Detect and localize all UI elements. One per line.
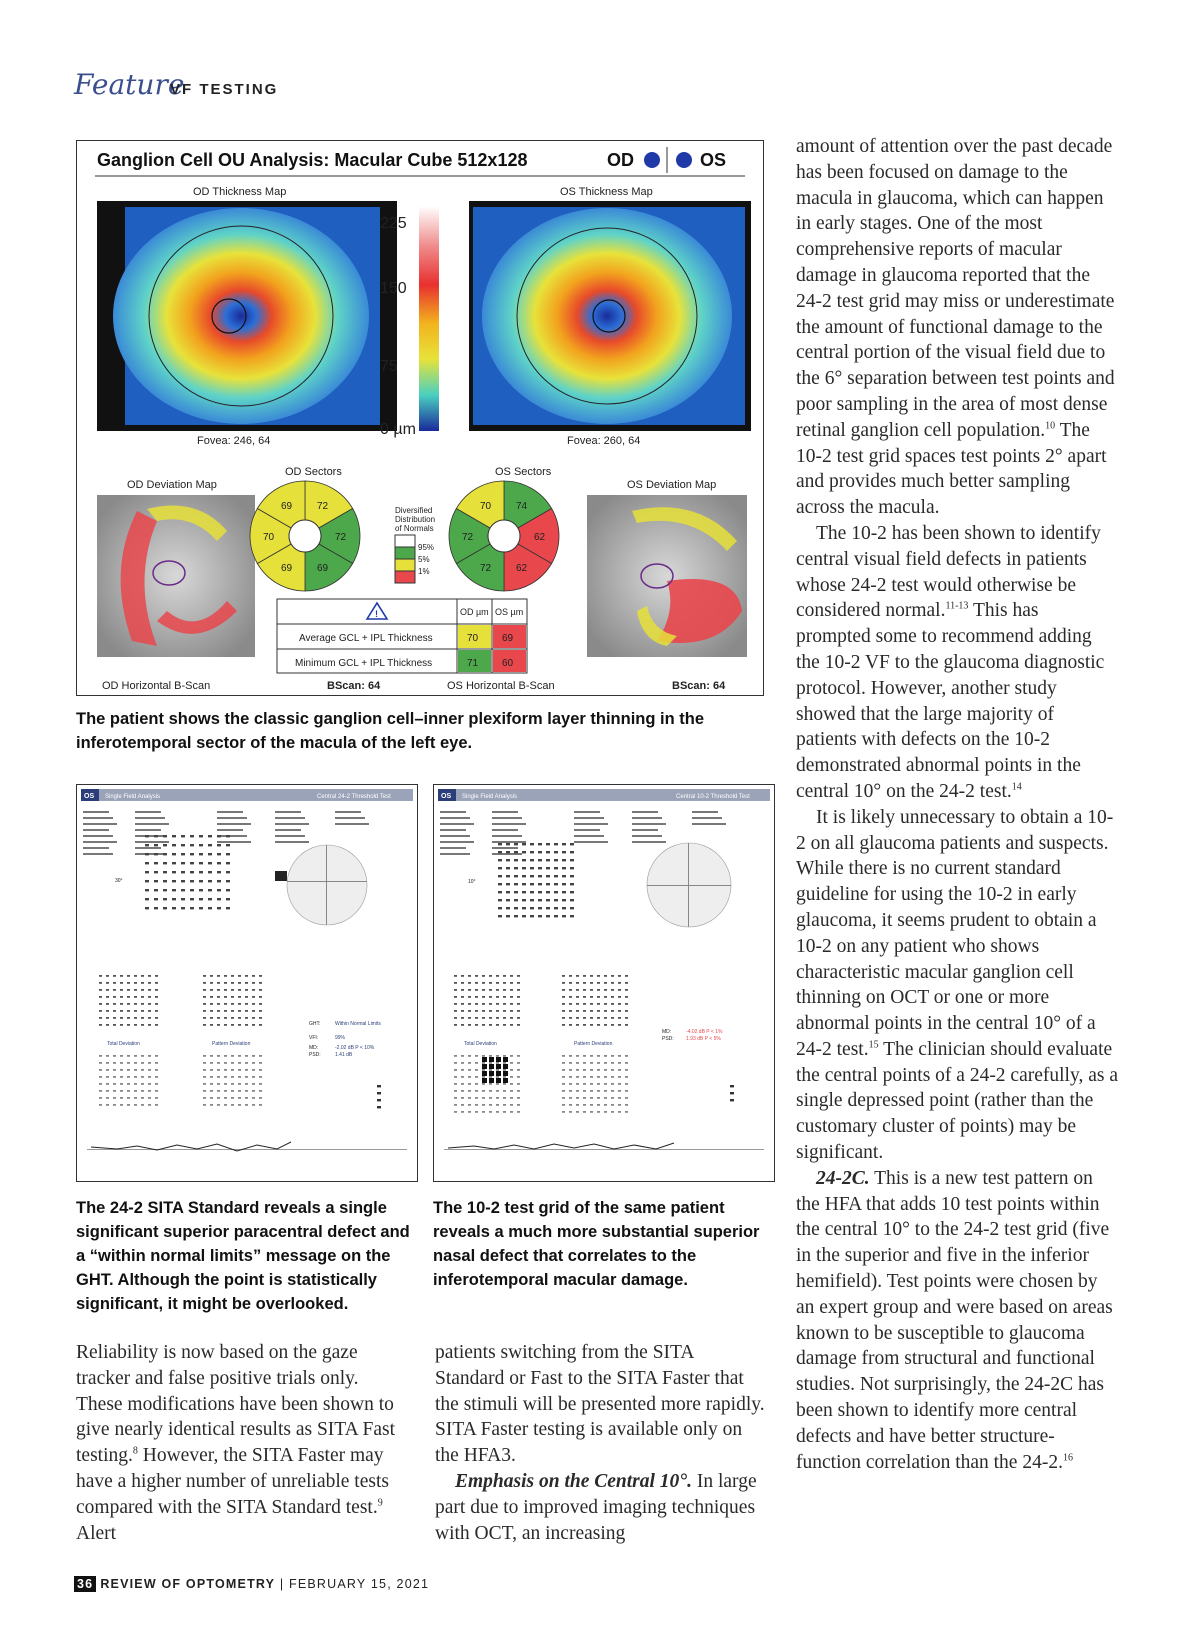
- table-avg-os: 69: [502, 633, 514, 644]
- sector-value: 70: [480, 500, 492, 512]
- sector-value: 72: [335, 532, 347, 543]
- od-fovea: Fovea: 246, 64: [197, 435, 271, 447]
- paragraph: patients switching from the SITA Standard or Fast to the SITA Faster that the stimuli will be presented more rapidly. SITA Faster testing is available only on the HFA3.: [435, 1342, 765, 1467]
- gaze-tracker: [448, 1143, 674, 1149]
- md-value: -2.02 dB P < 10%: [335, 1045, 375, 1051]
- paragraph: Emphasis on the Central 10°. In large part due to improved imaging techniques with OCT, an increasing: [435, 1470, 757, 1544]
- sector-value: 72: [317, 500, 329, 512]
- vfi-label: VFI:: [309, 1035, 319, 1041]
- total-deviation-label: Total Deviation: [464, 1041, 497, 1047]
- sector-value: 62: [534, 532, 546, 543]
- ght-value: Within Normal Limits: [335, 1021, 381, 1027]
- sector-value: 69: [281, 563, 293, 575]
- article-column-left: [76, 1340, 406, 1546]
- eye-tab: OS: [84, 793, 95, 800]
- figure-ganglion-cell-report: [76, 140, 764, 696]
- md-value: -4.02 dB P < 1%: [686, 1029, 723, 1035]
- os-sectors-label: OS Sectors: [495, 466, 552, 478]
- od-bscan-value: BScan: 64: [327, 680, 381, 692]
- md-label: MD:: [309, 1045, 319, 1051]
- od-bscan-label: OD Horizontal B-Scan: [102, 680, 211, 692]
- section-label: VF TESTING: [170, 81, 279, 98]
- sector-value: 62: [516, 563, 528, 575]
- sector-value: 72: [462, 532, 474, 543]
- report-title: Ganglion Cell OU Analysis: Macular Cube 512x128: [97, 150, 528, 170]
- sector-value: 74: [516, 500, 528, 512]
- table-min-os: 60: [502, 658, 514, 669]
- od-thickness-map-label: OD Thickness Map: [193, 186, 287, 198]
- total-deviation-label: Total Deviation: [107, 1041, 140, 1047]
- paragraph: amount of attention over the past decade has been focused on damage to the macula in glaucoma, which can happen in early stages. One of the most comprehensive reports of macular damage in glaucoma reported that the 24-2 test grid may miss or underestimate the amount of functional damage to the central portion of the visual field due to the 6° separation between test points and poor sampling in the area of most dense retinal ganglion cell population.$^{10}$ The 10-2 test grid spaces test points 2° apart and provides much better sampling across the macula.: [796, 136, 1115, 519]
- distribution-95: 95%: [418, 543, 435, 552]
- os-fovea: Fovea: 260, 64: [567, 435, 641, 447]
- scale-225: 225: [380, 215, 407, 232]
- sector-value: 70: [263, 532, 275, 543]
- table-avg-od: 70: [467, 633, 479, 644]
- scale-150: 150: [380, 280, 407, 297]
- os-thickness-map-label: OS Thickness Map: [560, 186, 653, 198]
- caption-figure-2: The 24-2 SITA Standard reveals a single significant superior paracentral defect and a “within normal limits” message on the GHT. Although the point is statistically significant, it might be overlooked.: [76, 1199, 410, 1313]
- paragraph: It is likely unnecessary to obtain a 10-2 on all glaucoma patients and suspects. While there is no current standard guideline for using the 10-2 in early glaucoma, it seems prudent to obtain a 10-2 on any patient who shows characteristic macular ganglion cell thinning on OCT or one or more abnormal points in the central 10° of a 24-2 test.$^{15}$ The clinician should evaluate the central points of a 24-2 carefully, as a single depressed point (rather than the customary cluster of points) may be significant.: [796, 806, 1118, 1164]
- paragraph: The 10-2 has been shown to identify central visual field defects in patients whose 24-2 test would otherwise be considered normal.$^{11-13}$ This has prompted some to recommend adding the 10-2 VF to the glaucoma diagnostic protocol. However, another study showed that the large majority of patients with defects on the 10-2 demonstrated abnormal points in the central 10° on the 24-2 test.$^{14}$: [796, 522, 1105, 802]
- section-italic-label: Feature: [74, 68, 185, 101]
- psd-value: 1.93 dB P < 5%: [686, 1036, 721, 1042]
- publication-name: REVIEW OF OPTOMETRY: [100, 1577, 276, 1591]
- axis-left: 10°: [468, 879, 476, 885]
- od-label: OD: [607, 150, 634, 170]
- sector-value: 69: [281, 500, 293, 512]
- field-title: Single Field Analysis: [105, 794, 161, 800]
- figure-10-2-field-analysis: [433, 784, 775, 1182]
- thickness-scale: [419, 206, 439, 431]
- psd-label: PSD:: [309, 1052, 321, 1058]
- od-sector-wheel: [250, 481, 360, 591]
- os-sector-wheel: [449, 481, 559, 591]
- caption-figure-1: The patient shows the classic ganglion cell–inner plexiform layer thinning in the inferotemporal sector of the macula of the left eye.: [76, 710, 705, 752]
- sector-value: 72: [480, 563, 492, 575]
- field-test: Central 10-2 Threshold Test: [676, 794, 750, 800]
- figure-24-2-field-analysis: [76, 784, 418, 1182]
- os-dot-icon: [676, 152, 692, 168]
- field-test: Central 24-2 Threshold Test: [317, 794, 391, 800]
- distribution-label-2: Distribution: [395, 515, 436, 524]
- os-label: OS: [700, 150, 727, 170]
- ght-label: GHT:: [309, 1021, 321, 1027]
- od-sectors-label: OD Sectors: [285, 466, 342, 478]
- table-row-label: Average GCL + IPL Thickness: [299, 633, 433, 644]
- distribution-1: 1%: [418, 567, 430, 576]
- issue-date: FEBRUARY 15, 2021: [289, 1577, 430, 1591]
- table-col-os: OS µm: [495, 607, 524, 617]
- table-min-od: 71: [467, 658, 479, 669]
- distribution-label-1: Diversified: [395, 506, 433, 515]
- scale-75: 75: [380, 358, 398, 375]
- pattern-deviation-label: Pattern Deviation: [212, 1041, 251, 1047]
- distribution-5: 5%: [418, 555, 430, 564]
- od-deviation-map-label: OD Deviation Map: [127, 479, 217, 491]
- paragraph: Reliability is now based on the gaze tracker and false positive trials only. These modifications have been shown to give nearly identical results as SITA Fast testing.$^8$ However, the SITA Faster may have a higher number of unreliable tests compared with the SITA Standard test.$^9$ Alert: [76, 1342, 396, 1544]
- thickness-table: [277, 599, 527, 673]
- eye-tab: OS: [441, 793, 452, 800]
- page-number: 36: [74, 1576, 96, 1592]
- sector-value: 69: [317, 563, 329, 575]
- distribution-label-3: of Normals: [395, 524, 434, 533]
- page-footer: [74, 1576, 429, 1592]
- pattern-deviation-label: Pattern Deviation: [574, 1041, 613, 1047]
- od-dot-icon: [644, 152, 660, 168]
- table-row-label: Minimum GCL + IPL Thickness: [295, 658, 433, 669]
- footer-separator: |: [275, 1577, 290, 1591]
- article-column-right: [796, 134, 1118, 1475]
- scale-0: 0 µm: [380, 421, 416, 438]
- psd-label: PSD:: [662, 1036, 674, 1042]
- md-label: MD:: [662, 1029, 672, 1035]
- article-column-middle: [435, 1340, 765, 1546]
- axis-left: 30°: [115, 878, 123, 884]
- psd-value: 1.41 dB: [335, 1052, 353, 1058]
- field-title: Single Field Analysis: [462, 794, 518, 800]
- paragraph: 24-2C. This is a new test pattern on the HFA that adds 10 test points within the central 10° to the 24-2 test grid (five in the superior and five in the inferior hemifield). Test points were chosen by an expert group and were based on areas known to be susceptible to glaucoma damage from structural and functional studies. Not surprisingly, the 24-2C has been shown to identify more central defects and have better structure-function correlation than the 24-2.16: [796, 1167, 1113, 1473]
- os-bscan-label: OS Horizontal B-Scan: [447, 680, 555, 692]
- table-col-od: OD µm: [460, 607, 489, 617]
- svg-text:!: !: [375, 609, 378, 619]
- caption-figure-3: The 10-2 test grid of the same patient reveals a much more substantial superior nasal defect that correlates to the inferotemporal macular damage.: [433, 1199, 760, 1289]
- os-deviation-map-label: OS Deviation Map: [627, 479, 717, 491]
- vfi-value: 99%: [335, 1035, 346, 1041]
- os-bscan-value: BScan: 64: [672, 680, 726, 692]
